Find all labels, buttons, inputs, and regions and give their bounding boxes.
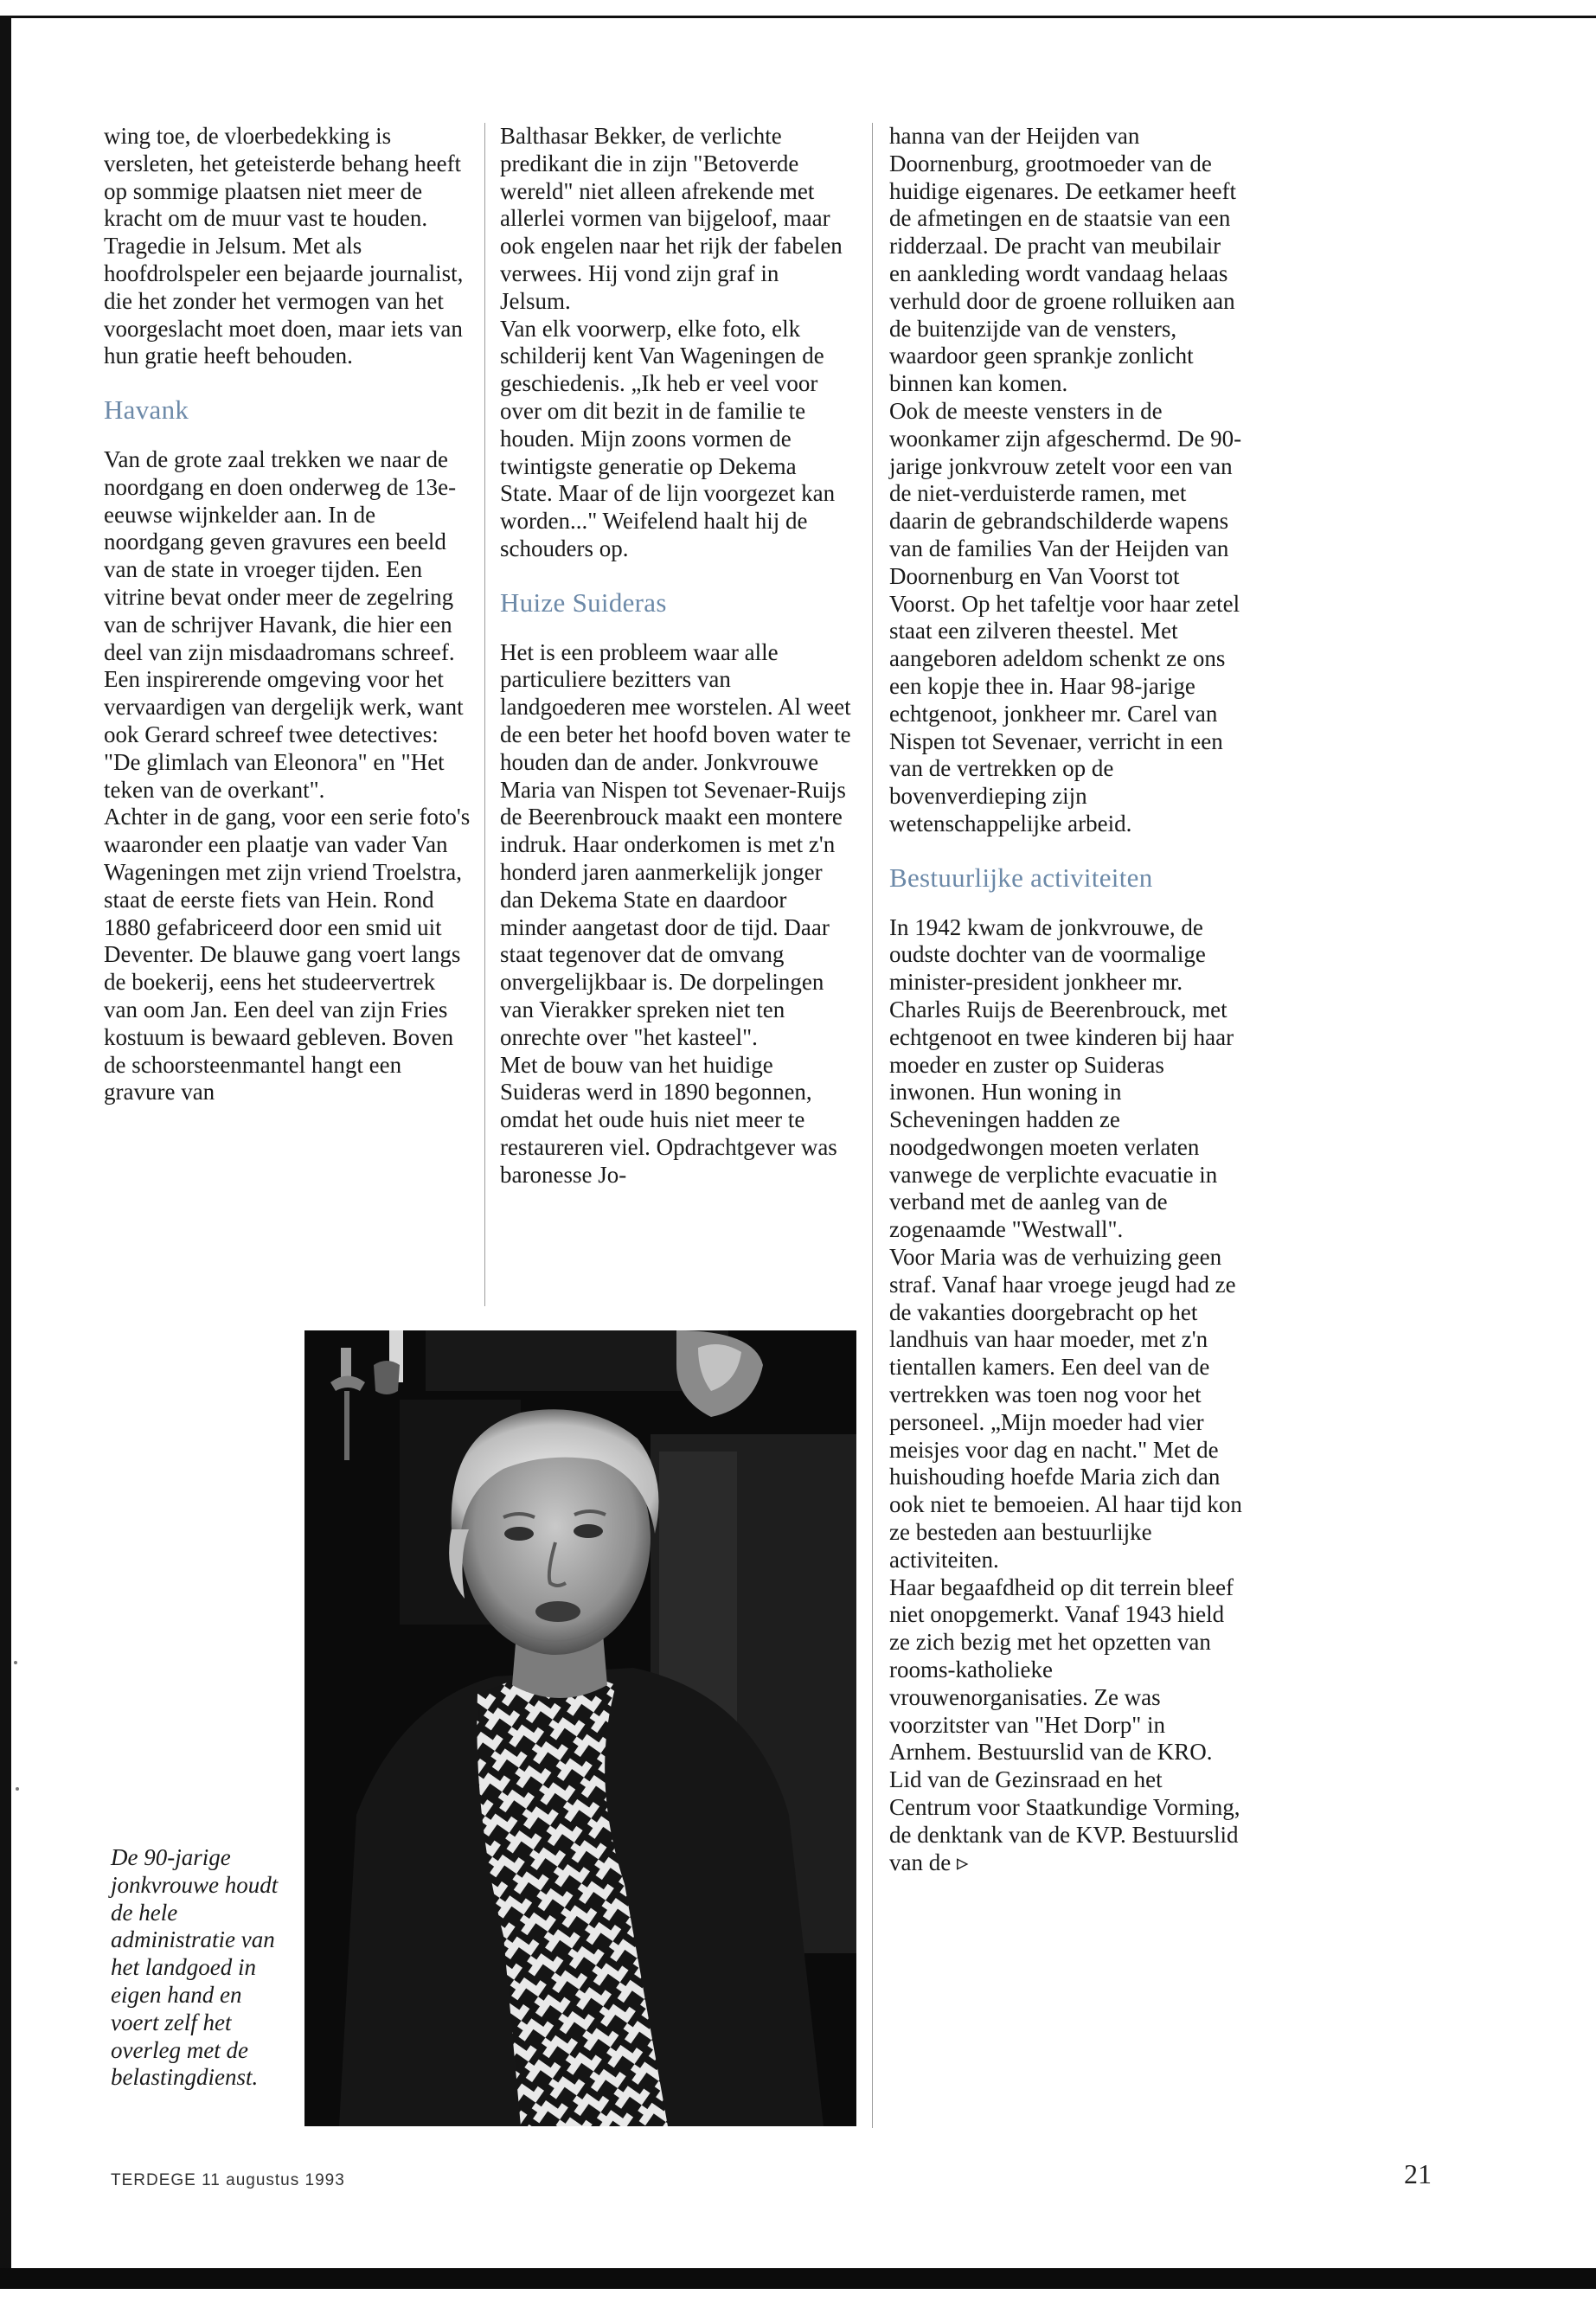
paragraph: Van elk voorwerp, elke foto, elk schilderij kent Van Wageningen de geschiedenis. „Ik heb er veel voor over om dit bezit in de familie te houden. Mijn zoons vormen de twintigste generatie op Dekema State. Maar of de lijn voorgezet kan worden..." Weifelend haalt hij de schouders op.	[500, 315, 836, 561]
paragraph: Balthasar Bekker, de verlichte predikant die in zijn "Betoverde wereld" niet alleen afrekende met allerlei vormen van bijgeloof, maar ook engelen naar het rijk der fabelen verwees. Hij vond zijn graf in Jelsum.	[500, 123, 843, 314]
article-column-3	[889, 123, 1248, 1876]
photo-caption: De 90-jarige jonkvrouwe houdt de hele administratie van het landgoed in eigen hand en voert zelf het overleg met de belastingdienst.	[111, 1844, 279, 2091]
paragraph: Ook de meeste vensters in de woonkamer zijn afgeschermd. De 90-jarige jonkvrouw zetelt voor een van de niet-verduisterde ramen, met daarin de gebrandschilderde wapens van de families Van der Heijden van Doornenburg en Van Voorst tot Voorst. Op het tafeltje voor haar zetel staat een zilveren theestel. Met aangeboren adeldom schenkt ze ons een kopje thee in. Haar 98-jarige echtgenoot, jonkheer mr. Carel van Nispen tot Sevenaer, verricht in een van de vertrekken op de bovenverdieping zijn wetenschappelijke arbeid.	[889, 397, 1242, 836]
paragraph: Van de grote zaal trekken we naar de noordgang en doen onderweg de 13e-eeuwse wijnkelder aan. In de noordgang geven gravures een beeld van de state in vroeger tijden. Een vitrine bevat onder meer de zegelring van de schrijver Havank, die hier een deel van zijn misdaadromans schreef. Een inspirerende omgeving voor het vervaardigen van dergelijk werk, want ook Gerard schreef twee detectives: "De glimlach van Eleonora" en "Het teken van de overkant".	[104, 445, 464, 803]
paragraph: In 1942 kwam de jonkvrouwe, de oudste dochter van de voormalige minister-president jonkheer mr. Charles Ruijs de Beerenbrouck, met echtgenoot en twee kinderen bij haar moeder en zuster op Suideras inwonen. Hun woning in Scheveningen hadden ze noodgedwongen moeten verlaten vanwege de verplichte evacuatie in verband met de aanleg van de zogenaamde "Westwall".	[889, 913, 1234, 1243]
article-column-2	[500, 123, 855, 1189]
column-divider-1	[484, 123, 485, 1306]
column-divider-2	[872, 123, 873, 2128]
paragraph: Met de bouw van het huidige Suideras werd in 1890 begonnen, omdat het oude huis niet meer te restaureren viel. Opdrachtgever was baronesse Jo-	[500, 1051, 837, 1188]
paragraph: Voor Maria was de verhuizing geen straf. Vanaf haar vroege jeugd had ze de vakanties doorgebracht op het landhuis van haar moeder, met z'n tientallen kamers. Een deel van de vertrekken was toen nog voor het personeel. „Mijn moeder had vier meisjes voor dag en nacht." Met de huishouding hoefde Maria zich dan ook niet te bemoeien. Al haar tijd kon ze besteden aan bestuurlijke activiteiten.	[889, 1244, 1242, 1573]
publication-footer: TERDEGE 11 augustus 1993	[111, 2171, 345, 2189]
paragraph: Achter in de gang, voor een serie foto's waaronder een plaatje van vader Van Wageningen met zijn vriend Troelstra, staat de eerste fiets van Hein. Rond 1880 gefabriceerd door een smid uit Deventer. De blauwe gang voert langs de boekerij, eens het studeervertrek van oom Jan. Een deel van zijn Fries kostuum is bewaard gebleven. Boven de schoorsteenmantel hangt een gravure van	[104, 804, 471, 1106]
paragraph: hanna van der Heijden van Doornenburg, grootmoeder van de huidige eigenares. De eetkamer heeft de afmetingen en de staatsie van een ridderzaal. De pracht van meubilair en aankleding wordt vandaag helaas verhuld door de groene rolluiken aan de buitenzijde van de vensters, waardoor geen sprankje zonlicht binnen kan komen.	[889, 123, 1237, 397]
left-scan-edge	[0, 16, 11, 2286]
paragraph: Het is een probleem waar alle particuliere bezitters van landgoederen mee worstelen. Al weet de een beter het hoofd boven water te houden dan de ander. Jonkvrouwe Maria van Nispen tot Sevenaer-Ruijs de Beerenbrouck maakt een montere indruk. Haar onderkomen is met z'n honderd jaren aanmerkelijk jonger dan Dekema State en daardoor minder aangetast door de tijd. Daar staat tegenover dat de omvang onvergelijkbaar is. De dorpelingen van Vierakker spreken niet ten onrechte over "het kasteel".	[500, 638, 851, 1050]
section-heading-havank: Havank	[104, 394, 189, 426]
article-column-1	[104, 123, 472, 1106]
portrait-illustration	[304, 1330, 856, 2126]
top-rule	[0, 0, 1596, 19]
paragraph: wing toe, de vloerbedekking is versleten, het geteisterde behang heeft op sommige plaatsen niet meer de kracht om de muur vast te houden. Tragedie in Jelsum. Met als hoofdrolspeler een bejaarde journalist, die het zonder het vermogen van het voorgeslacht moet doen, maar iets van hun gratie heeft behouden.	[104, 123, 464, 369]
scan-specks	[12, 1659, 29, 1798]
section-heading-huize-suideras: Huize Suideras	[500, 586, 667, 618]
portrait-photo	[304, 1330, 856, 2126]
bottom-scan-bar	[0, 2268, 1596, 2289]
page-number: 21	[1404, 2158, 1432, 2189]
section-heading-bestuurlijke-activiteiten: Bestuurlijke activiteiten	[889, 862, 1153, 893]
paragraph: Haar begaafdheid op dit terrein bleef niet onopgemerkt. Vanaf 1943 hield ze zich bezig met het opzetten van rooms-katholieke vrouwenorganisaties. Ze was voorzitster van "Het Dorp" in Arnhem. Bestuurslid van de KRO. Lid van de Gezinsraad en het Centrum voor Staatkundige Vorming, de denktank van de KVP. Bestuurslid van de ▹	[889, 1574, 1240, 1875]
